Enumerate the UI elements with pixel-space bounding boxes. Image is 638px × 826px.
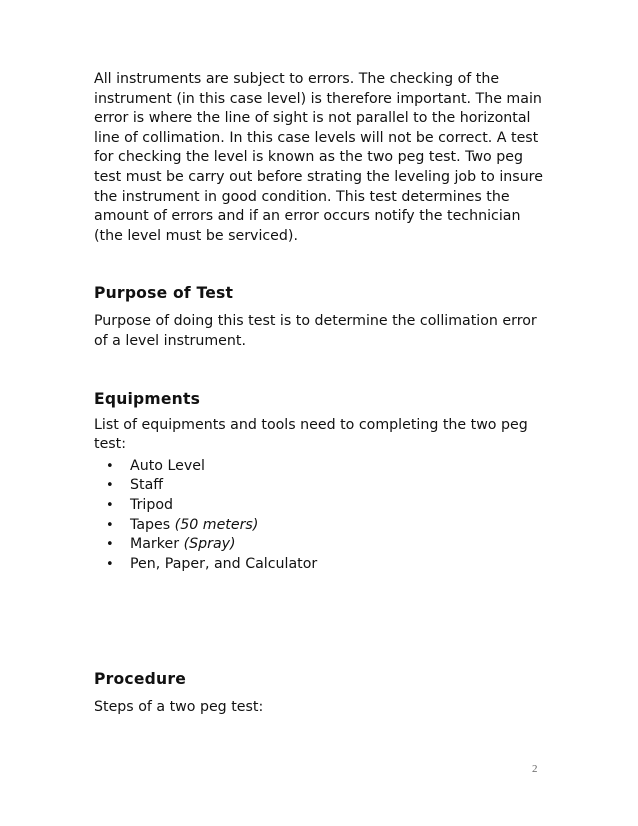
bullet-icon: • [106, 458, 114, 474]
list-item [106, 457, 546, 477]
list-item [106, 535, 546, 555]
list-item-label: Pen, Paper, and Calculator [130, 555, 318, 572]
intro-paragraph: All instruments are subject to errors. The checking of the instrument (in this case level) is therefore important. The main error is where the line of sight is not parallel to the horizontal line of collimation. In this case levels will not be correct. A test for checking the level is known as the two peg test. Two peg test must be carry out before strating the leveling job to insure the instrument in good condition. This test determines the amount of errors and if an error occurs notify the technician (the level must be serviced). [94, 71, 543, 244]
equipments-heading: Equipments [94, 389, 201, 408]
purpose-heading: Purpose of Test [94, 284, 234, 303]
procedure-paragraph: Steps of a two peg test: [94, 699, 264, 716]
page-number: 2 [532, 763, 538, 775]
bullet-icon: • [106, 497, 114, 513]
list-item-label: Marker [130, 536, 184, 553]
bullet-icon: • [106, 517, 114, 533]
bullet-icon: • [106, 537, 114, 553]
list-item-label: Tripod [130, 496, 174, 513]
list-item-label: Staff [130, 477, 164, 494]
list-item [106, 496, 546, 516]
purpose-paragraph: Purpose of doing this test is to determine the collimation error of a level instrument. [94, 313, 537, 349]
bullet-icon: • [106, 556, 114, 572]
page-content [94, 70, 546, 718]
list-item [106, 476, 546, 496]
list-item-label: Auto Level [130, 457, 205, 474]
bullet-icon: • [106, 478, 114, 494]
list-item-label: Tapes [130, 516, 175, 533]
list-item-note: (50 meters) [174, 516, 259, 533]
list-item [106, 555, 546, 575]
list-item-note: (Spray) [183, 536, 236, 553]
procedure-heading: Procedure [94, 670, 186, 689]
list-item [106, 516, 546, 536]
equipments-paragraph: List of equipments and tools need to completing the two peg test: [94, 416, 528, 453]
equipment-list [94, 457, 546, 575]
